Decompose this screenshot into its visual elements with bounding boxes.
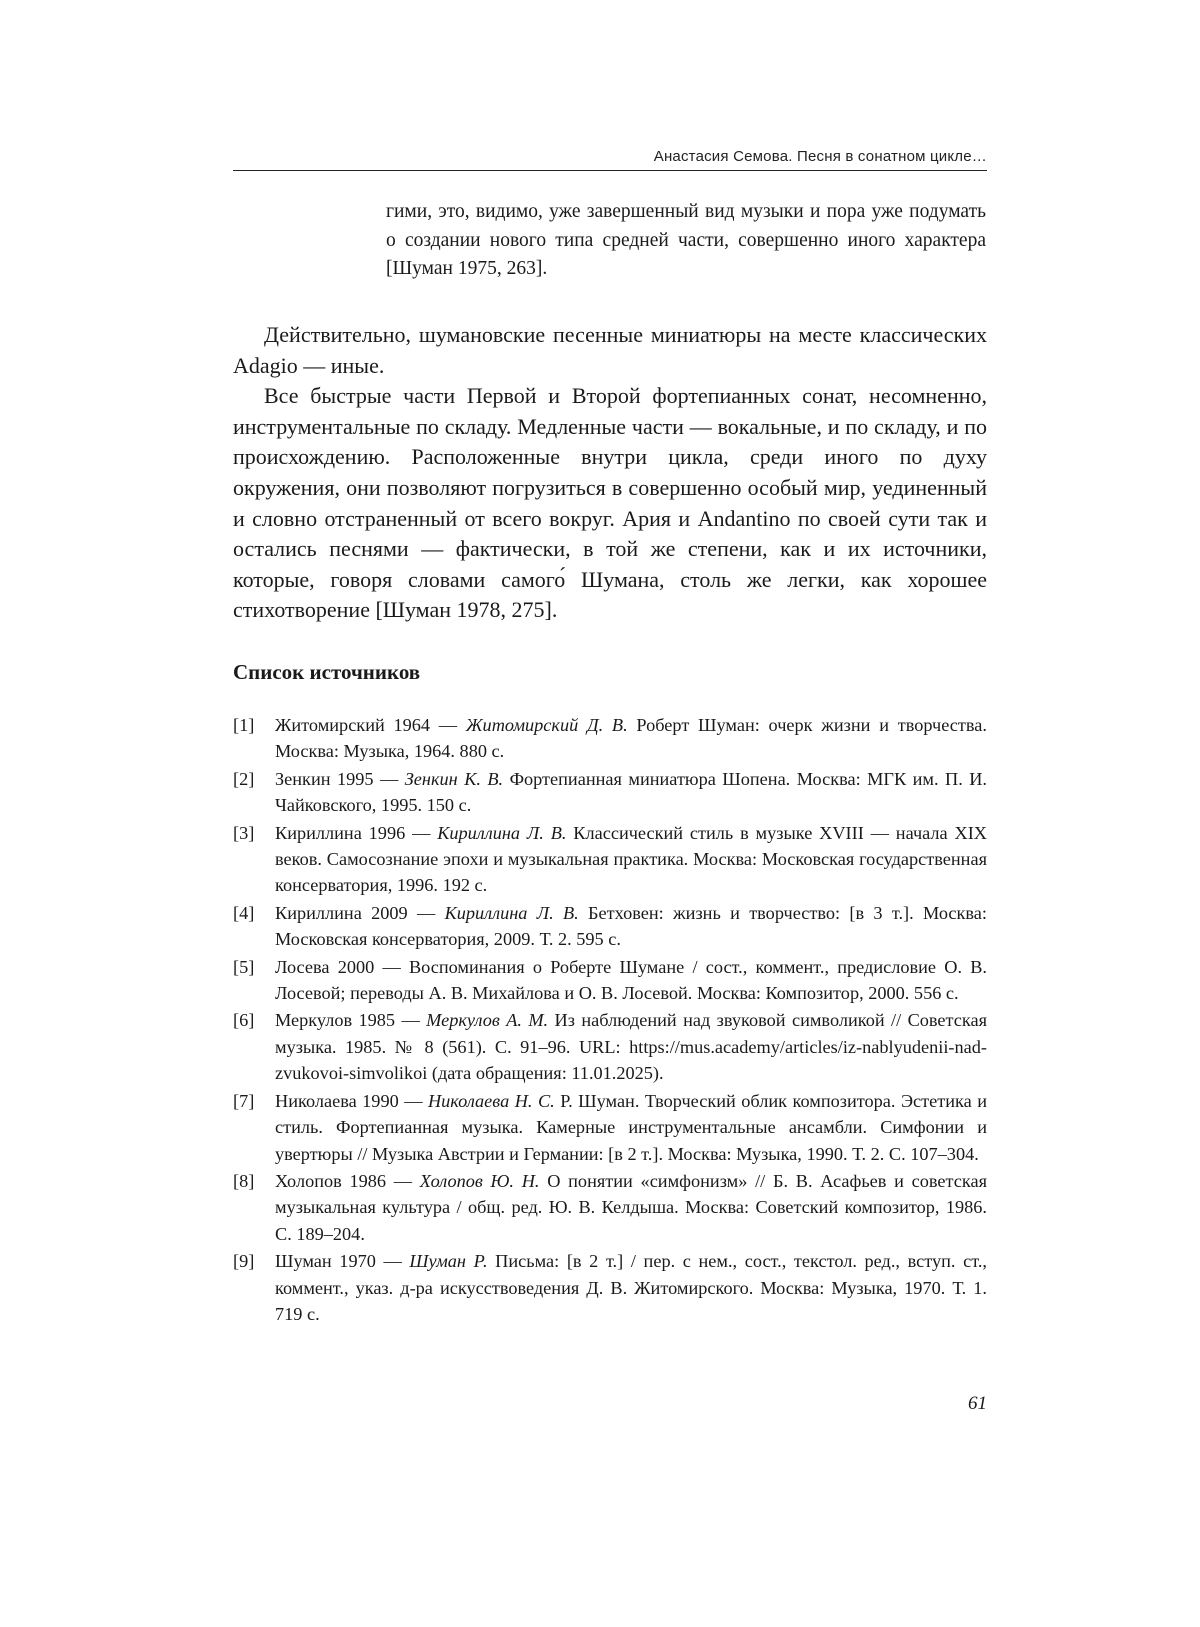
reference-author: Николаева Н. С.	[427, 1090, 555, 1111]
reference-details: Бетховен: жизнь и творчество: [в 3 т.]. Москва: Московская консерватория, 2009. Т. 2. 595 с.	[275, 902, 987, 950]
block-quote	[386, 198, 986, 284]
reference-item	[233, 712, 987, 765]
reference-number: [4]	[233, 902, 255, 923]
reference-item	[233, 1168, 987, 1247]
reference-number: [6]	[233, 1010, 255, 1031]
reference-author: Житомирский Д. В.	[465, 715, 628, 735]
reference-lead: Меркулов 1985 —	[275, 1010, 427, 1031]
paragraph: Действительно, шумановские песенные миниатюры на месте классических Adagio — иные.	[233, 322, 987, 378]
reference-number: [8]	[233, 1170, 255, 1191]
reference-lead: Кириллина 2009 —	[275, 902, 445, 923]
header-rule	[233, 170, 987, 171]
reference-author: Шуман Р.	[409, 1251, 488, 1272]
reference-item	[233, 1007, 987, 1086]
paragraph: Все быстрые части Первой и Второй фортепианных сонат, несомненно, инструментальные по складу. Медленные части — вокальные, и по складу, и по происхождению. Расположенные внутри цикла, среди иного по духу окружения, они позволяют погрузиться в совершенно особый мир, уединенный и словно отстраненный от всего вокруг. Ария и Andantino по своей сути так и остались песнями — фактически, в той же степени, как и их источники, которые, говоря словами самого́ Шумана, столь же легки, как хорошее стихотворение [Шуман 1978, 275].	[233, 383, 987, 623]
quote-text: гими, это, видимо, уже завершенный вид музыки и пора уже подумать о создании нового типа средней части, совершенно иного характера [Шуман 1975, 263].	[386, 201, 986, 279]
reference-details: О понятии «симфонизм» // Б. В. Асафьев и советская музыкальная культура / общ. ред. Ю. В. Келдыша. Москва: Советский композитор, 1986. С. 189–204.	[275, 1170, 987, 1244]
reference-author: Холопов Ю. Н.	[419, 1170, 540, 1191]
body-text	[233, 320, 987, 626]
reference-lead: Лосева 2000 — Воспоминания о Роберте Шумане / сост., коммент., предисловие О. В. Лосевой; переводы А. В. Михайлова и О. В. Лосевой. Москва: Композитор, 2000. 556 с.	[275, 956, 987, 1004]
running-head: Анастасия Семова. Песня в сонатном цикле…	[653, 148, 987, 165]
reference-lead: Николаева 1990 —	[275, 1090, 428, 1111]
reference-details: Р. Шуман. Творческий облик композитора. Эстетика и стиль. Фортепианная музыка. Камерные инструментальные ансамбли. Симфонии и увертюры // Музыка Австрии и Германии: [в 2 т.]. Москва: Музыка, 1990. Т. 2. С. 107–304.	[275, 1090, 987, 1164]
reference-number: [9]	[233, 1251, 255, 1272]
reference-author: Меркулов А. М.	[426, 1010, 549, 1031]
reference-details: Из наблюдений над звуковой символикой // Советская музыка. 1985. № 8 (561). С. 91–96. URL: https://mus.academy/articles/iz-nablyudenii-nad-zvukovoi-simvolikoi (дата обращения: 11.01.2025).	[275, 1010, 987, 1084]
page-number: 61	[968, 1393, 987, 1414]
reference-lead: Шуман 1970 —	[275, 1251, 410, 1272]
reference-details: Фортепианная миниатюра Шопена. Москва: МГК им. П. И. Чайковского, 1995. 150 с.	[275, 768, 988, 816]
reference-author: Кириллина Л. В.	[437, 822, 567, 843]
reference-number: [7]	[233, 1090, 255, 1111]
references-list	[233, 712, 987, 1328]
reference-lead: Зенкин 1995 —	[275, 768, 405, 789]
reference-author: Зенкин К. В.	[404, 768, 504, 789]
reference-item	[233, 954, 987, 1007]
reference-lead: Житомирский 1964 —	[275, 715, 466, 735]
reference-number: [2]	[233, 768, 255, 789]
reference-item	[233, 1088, 987, 1167]
references-heading: Список источников	[233, 660, 421, 684]
reference-details: Письма: [в 2 т.] / пер. с нем., сост., текстол. ред., вступ. ст., коммент., указ. д-ра искусствоведения Д. В. Житомирского. Москва: Музыка, 1970. Т. 1. 719 с.	[275, 1251, 987, 1324]
reference-lead: Кириллина 1996 —	[275, 822, 438, 843]
reference-details: Роберт Шуман: очерк жизни и творчества. Москва: Музыка, 1964. 880 с.	[275, 715, 987, 762]
reference-details: Классический стиль в музыке XVIII — начала XIX веков. Самосознание эпохи и музыкальная практика. Москва: Московская государственная консерватория, 1996. 192 с.	[275, 822, 987, 896]
reference-item	[233, 820, 987, 899]
reference-author: Кириллина Л. В.	[444, 902, 579, 923]
reference-item	[233, 766, 987, 819]
reference-item	[233, 1248, 987, 1327]
reference-number: [1]	[233, 715, 255, 735]
reference-number: [3]	[233, 822, 255, 843]
reference-item	[233, 900, 987, 953]
reference-lead: Холопов 1986 —	[275, 1170, 420, 1191]
reference-number: [5]	[233, 956, 255, 977]
